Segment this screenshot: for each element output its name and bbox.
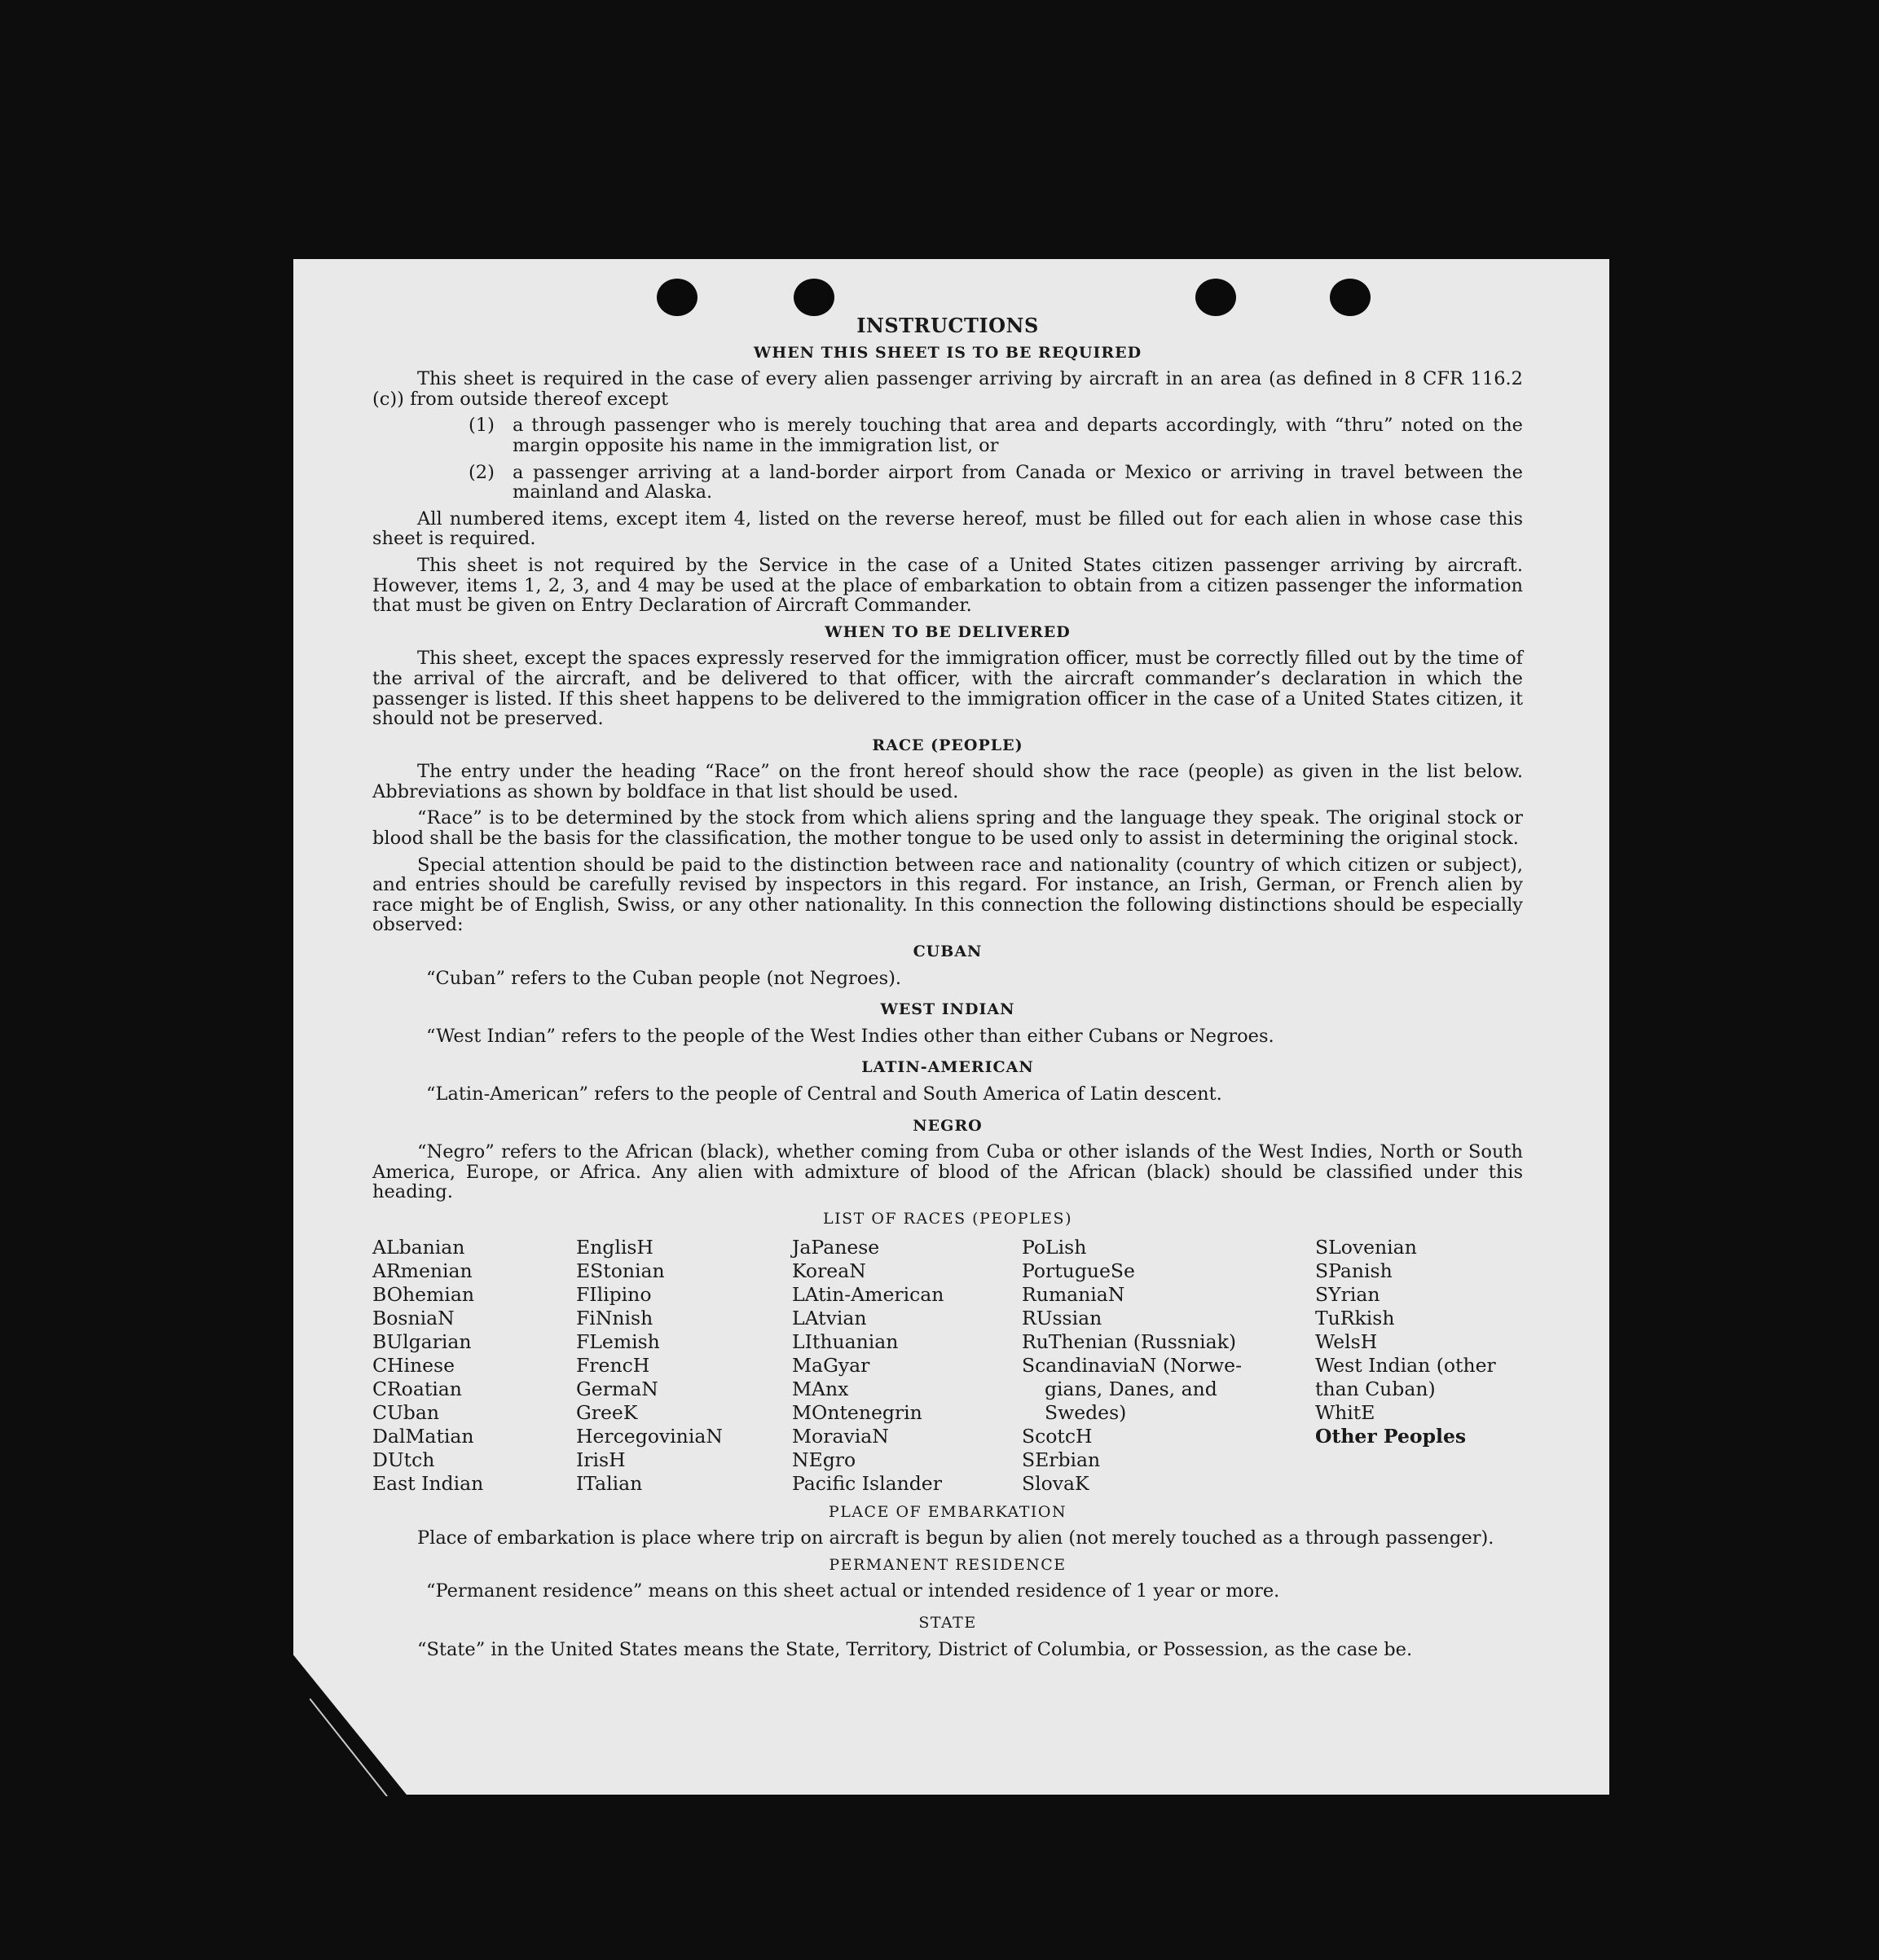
- race-item: MaGyar: [792, 1353, 870, 1377]
- section-heading: STATE: [918, 1613, 977, 1632]
- list-item: [469, 415, 1523, 455]
- punch-hole: [1330, 279, 1371, 316]
- race-item: CUban: [372, 1400, 439, 1424]
- race-item: Other Peoples: [1315, 1424, 1467, 1448]
- race-item: SPanish: [1315, 1259, 1393, 1282]
- race-item: TuRkish: [1315, 1306, 1395, 1329]
- race-item: ITalian: [576, 1471, 643, 1495]
- race-item: DUtch: [372, 1448, 435, 1471]
- race-item: RuThenian (Russniak): [1022, 1329, 1236, 1353]
- punch-hole: [657, 279, 697, 316]
- race-item: SLovenian: [1315, 1235, 1417, 1259]
- race-item: WelsH: [1315, 1329, 1378, 1353]
- race-item: gians, Danes, and: [1045, 1377, 1217, 1400]
- race-item: CRoatian: [372, 1377, 462, 1400]
- paragraph: “State” in the United States means the State, Territory, District of Columbia, or Possession, as the case be.: [417, 1638, 1413, 1660]
- race-item: RumaniaN: [1022, 1282, 1125, 1306]
- race-item: SYrian: [1315, 1282, 1380, 1306]
- race-item: BosniaN: [372, 1306, 455, 1329]
- item-number: (1): [469, 415, 495, 437]
- section-heading: CUBAN: [913, 943, 983, 961]
- race-item: SlovaK: [1022, 1471, 1089, 1495]
- section-heading: RACE (PEOPLE): [872, 736, 1023, 754]
- race-item: ScandinaviaN (Norwe-: [1022, 1353, 1243, 1377]
- race-item: EStonian: [576, 1259, 665, 1282]
- race-column: [792, 1236, 1022, 1496]
- race-item: West Indian (other: [1315, 1353, 1496, 1377]
- paragraph: “Race” is to be determined by the stock from which aliens spring and the language they speak. The original stock or blood shall be the basis for the classification, the mother tongue to be used only to assist in determining the original stock.: [372, 807, 1523, 850]
- section-heading: LIST OF RACES (PEOPLES): [823, 1209, 1072, 1228]
- race-item: EnglisH: [576, 1235, 653, 1259]
- race-item: MoraviaN: [792, 1424, 889, 1448]
- race-item: than Cuban): [1315, 1377, 1436, 1400]
- race-item: PoLish: [1022, 1235, 1087, 1259]
- race-item: PortugueSe: [1022, 1259, 1135, 1282]
- section-heading: WHEN TO BE DELIVERED: [825, 622, 1071, 641]
- paragraph: “Negro” refers to the African (black), whether coming from Cuba or other islands of the West Indies, North or South America, Europe, or Africa. Any alien with admixture of blood of the African (black) should be classified under this heading.: [372, 1141, 1523, 1203]
- race-item: East Indian: [372, 1471, 484, 1495]
- race-item: GreeK: [576, 1400, 638, 1424]
- definition: “Latin-American” refers to the people of Central and South America of Latin descent.: [426, 1083, 1222, 1105]
- section-heading: PERMANENT RESIDENCE: [829, 1555, 1067, 1574]
- paragraph: Place of embarkation is place where trip on aircraft is begun by alien (not merely touched as a through passenger).: [417, 1527, 1494, 1549]
- definition: “West Indian” refers to the people of the West Indies other than either Cubans or Negroes.: [426, 1025, 1274, 1047]
- section-heading: LATIN-AMERICAN: [861, 1058, 1034, 1077]
- race-column: [1022, 1236, 1315, 1496]
- race-column: [372, 1236, 576, 1496]
- race-item: JaPanese: [792, 1235, 880, 1259]
- list-item: [469, 463, 1523, 503]
- section-heading: WHEN THIS SHEET IS TO BE REQUIRED: [753, 343, 1142, 362]
- definition: “Permanent residence” means on this sheet actual or intended residence of 1 year or more.: [426, 1580, 1280, 1602]
- page-title: INSTRUCTIONS: [856, 314, 1039, 337]
- race-item: Pacific Islander: [792, 1471, 942, 1495]
- race-column: [1315, 1236, 1523, 1496]
- race-item: BOhemian: [372, 1282, 474, 1306]
- race-item: IrisH: [576, 1448, 626, 1471]
- section-heading: NEGRO: [913, 1116, 983, 1135]
- paragraph: This sheet, except the spaces expressly reserved for the immigration officer, must be correctly filled out by the time of the arrival of the aircraft, and be delivered to that officer, with the aircraft commander’s declaration in which the passenger is listed. If this sheet happens to be delivered to the immigration officer in the case of a United States citizen, it should not be preserved.: [372, 648, 1523, 730]
- paragraph: The entry under the heading “Race” on the front hereof should show the race (people) as given in the list below. Abbreviations as shown by boldface in that list should be used.: [372, 761, 1523, 802]
- race-item: FrencH: [576, 1353, 650, 1377]
- race-list: [372, 1236, 1523, 1496]
- race-item: FLemish: [576, 1329, 660, 1353]
- race-column: [576, 1236, 792, 1496]
- paragraph: This sheet is required in the case of every alien passenger arriving by aircraft in an area (as defined in 8 CFR 116.2 (c)) from outside thereof except: [372, 368, 1523, 410]
- race-item: DalMatian: [372, 1424, 474, 1448]
- item-text: a passenger arriving at a land-border airport from Canada or Mexico or arriving in travel between the mainland and Alaska.: [513, 461, 1523, 503]
- section-heading: WEST INDIAN: [880, 1000, 1015, 1019]
- paragraph: Special attention should be paid to the distinction between race and nationality (country of which citizen or subject), and entries should be carefully revised by inspectors in this regard. For instance, an Irish, German, or French alien by race might be of English, Swiss, or any other nationality. In this connection the following distinctions should be especially observed:: [372, 854, 1523, 936]
- paragraph: All numbered items, except item 4, listed on the reverse hereof, must be filled out for each alien in whose case this sheet is required.: [372, 508, 1523, 550]
- race-item: FIlipino: [576, 1282, 652, 1306]
- race-item: WhitE: [1315, 1400, 1375, 1424]
- race-item: SErbian: [1022, 1448, 1101, 1471]
- paragraph: This sheet is not required by the Service in the case of a United States citizen passenger arriving by aircraft. However, items 1, 2, 3, and 4 may be used at the place of embarkation to obtain from a citizen passenger the information that must be given on Entry Declaration of Aircraft Commander.: [372, 554, 1523, 617]
- section-heading: PLACE OF EMBARKATION: [828, 1502, 1067, 1521]
- race-item: GermaN: [576, 1377, 658, 1400]
- race-item: CHinese: [372, 1353, 455, 1377]
- race-item: KoreaN: [792, 1259, 866, 1282]
- race-item: LIthuanian: [792, 1329, 899, 1353]
- instructions-content: [372, 316, 1523, 1666]
- race-item: RUssian: [1022, 1306, 1102, 1329]
- race-item: BUlgarian: [372, 1329, 472, 1353]
- race-item: ScotcH: [1022, 1424, 1093, 1448]
- race-item: NEgro: [792, 1448, 856, 1471]
- definition: “Cuban” refers to the Cuban people (not Negroes).: [426, 967, 902, 989]
- race-item: Swedes): [1045, 1400, 1127, 1424]
- punch-hole: [794, 279, 834, 316]
- race-item: MOntenegrin: [792, 1400, 922, 1424]
- punch-hole: [1195, 279, 1236, 316]
- race-item: ARmenian: [372, 1259, 473, 1282]
- race-item: LAtin-American: [792, 1282, 944, 1306]
- race-item: ALbanian: [372, 1235, 465, 1259]
- race-item: HercegoviniaN: [576, 1424, 723, 1448]
- item-number: (2): [469, 461, 495, 483]
- race-item: MAnx: [792, 1377, 849, 1400]
- item-text: a through passenger who is merely touching that area and departs accordingly, with “thru” noted on the margin opposite his name in the immigration list, or: [513, 415, 1523, 456]
- race-item: LAtvian: [792, 1306, 867, 1329]
- race-item: FiNnish: [576, 1306, 653, 1329]
